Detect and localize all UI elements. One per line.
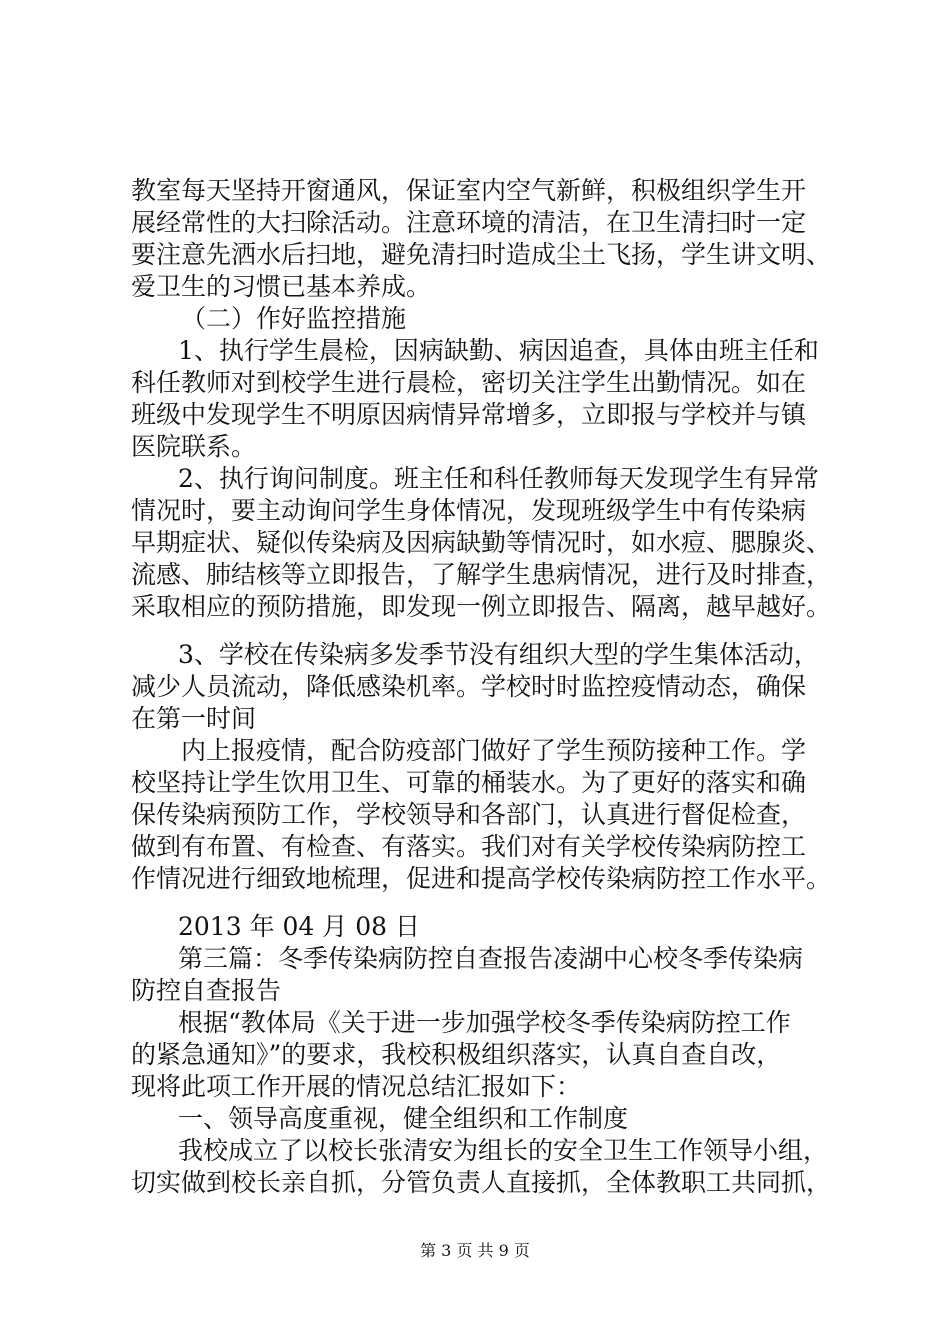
text-line: 减少人员流动，降低感染机率。学校时时监控疫情动态，确保: [131, 672, 807, 701]
text-line: 教室每天坚持开窗通风，保证室内空气新鲜，积极组织学生开: [131, 176, 807, 205]
text-line: 爱卫生的习惯已基本养成。: [131, 272, 432, 301]
section-heading: （二）作好监控措施: [181, 304, 407, 333]
text-line: 做到有布置、有检查、有落实。我们对有关学校传染病防控工: [131, 832, 807, 861]
text-line: 的紧急通知》”的要求，我校积极组织落实，认真自查自改，: [131, 1040, 782, 1069]
text-line: 切实做到校长亲自抓，分管负责人直接抓，全体教职工共同抓，: [131, 1168, 832, 1197]
text-line: 校坚持让学生饮用卫生、可靠的桶装水。为了更好的落实和确: [131, 768, 807, 797]
text-line: 早期症状、疑似传染病及因病缺勤等情况时，如水痘、腮腺炎、: [131, 528, 832, 557]
text-line: 1、执行学生晨检，因病缺勤、病因追查，具体由班主任和: [178, 336, 819, 365]
text-line: 防控自查报告: [131, 976, 282, 1005]
text-line: 流感、肺结核等立即报告，了解学生患病情况，进行及时排查，: [131, 560, 832, 589]
text-line: 在第一时间: [131, 704, 257, 733]
text-line: 第三篇：冬季传染病防控自查报告凌湖中心校冬季传染病: [178, 944, 804, 973]
text-line: 我校成立了以校长张清安为组长的安全卫生工作领导小组，: [178, 1136, 829, 1165]
text-line: 2、执行询问制度。班主任和科任教师每天发现学生有异常: [178, 464, 819, 493]
text-line: 班级中发现学生不明原因病情异常增多，立即报与学校并与镇: [131, 400, 807, 429]
text-line: 要注意先洒水后扫地，避免清扫时造成尘土飞扬，学生讲文明、: [131, 240, 832, 269]
text-line: 作情况进行细致地梳理，促进和提高学校传染病防控工作水平。: [131, 864, 832, 893]
text-line: 内上报疫情，配合防疫部门做好了学生预防接种工作。学: [181, 736, 807, 765]
text-line: 保传染病预防工作，学校领导和各部门，认真进行督促检查，: [131, 800, 807, 829]
text-line: 情况时，要主动询问学生身体情况，发现班级学生中有传染病: [131, 496, 807, 525]
page-number: 第 3 页 共 9 页: [420, 1241, 530, 1260]
text-line: 医院联系。: [131, 432, 257, 461]
text-line: 根据“教体局《关于进一步加强学校冬季传染病防控工作: [178, 1008, 791, 1037]
date-line: 2013 年 04 月 08 日: [178, 912, 420, 941]
text-line: 采取相应的预防措施，即发现一例立即报告、隔离，越早越好。: [131, 592, 832, 621]
text-line: 3、学校在传染病多发季节没有组织大型的学生集体活动，: [178, 640, 819, 669]
text-line: 现将此项工作开展的情况总结汇报如下：: [131, 1072, 582, 1101]
section-heading: 一、领导高度重视，健全组织和工作制度: [178, 1104, 629, 1133]
text-line: 展经常性的大扫除活动。注意环境的清洁，在卫生清扫时一定: [131, 208, 807, 237]
text-line: 科任教师对到校学生进行晨检，密切关注学生出勤情况。如在: [131, 368, 807, 397]
